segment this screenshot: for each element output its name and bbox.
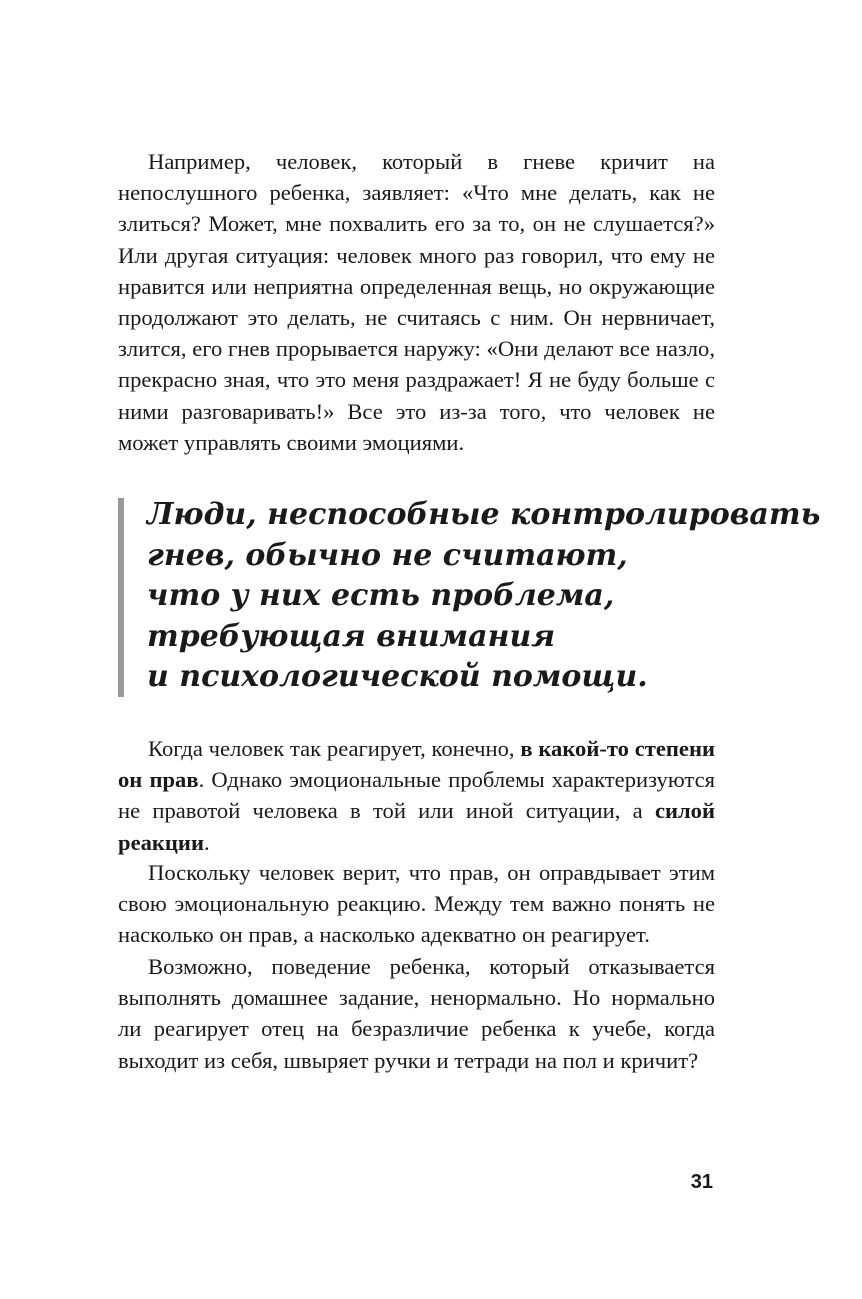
paragraph-3: Поскольку человек верит, что прав, он оправдывает этим свою эмоциональную реакцию. Между тем важно понять не насколько он прав, а насколько адекватно он реагирует. <box>118 860 715 948</box>
pull-quote <box>147 495 821 698</box>
pull-quote-line: что у них есть проблема, <box>147 578 615 613</box>
paragraph-2-bold-emphasis: в какой-то степени он прав <box>118 736 715 793</box>
page-number: 31 <box>690 1171 713 1193</box>
paragraph-4: Возможно, поведение ребенка, который отказывается выполнять домашнее задание, ненормально. Но нормально ли реагирует отец на безразличие ребенка к учебе, когда выходит из себя, швыряет ручки и тетради на пол и кричит? <box>118 954 715 1073</box>
pull-quote-line: и психологической помощи. <box>147 659 648 694</box>
pull-quote-line: Люди, неспособные контролировать <box>147 497 821 532</box>
pull-quote-line: гнев, обычно не считают, <box>147 537 628 573</box>
paragraph-1: Например, человек, который в гневе кричит на непослушного ребенка, заявляет: «Что мне делать, как не злиться? Может, мне похвалить его за то, он не слушается?» Или другая ситуация: человек много раз говорил, что ему не нравится или неприятна определенная вещь, но окружающие продолжают это делать, не считаясь с ним. Он нервничает, злится, его гнев прорывается наружу: «Они делают все назло, прекрасно зная, что это меня раздражает! Я не буду больше с ними разговаривать!» Все это из-за того, что человек не может управлять своими эмоциями. <box>118 149 715 455</box>
paragraph-2-text: . <box>203 829 210 855</box>
paragraph-2-bold-emphasis: силой реакции <box>118 798 715 855</box>
pull-quote-bar <box>118 498 124 697</box>
paragraph-2-text: Когда человек так реагирует, конечно, <box>148 736 521 761</box>
paragraph-2-text: . Однако эмоциональные проблемы характеризуются не правотой человека в той или иной ситуации, а <box>118 767 716 824</box>
pull-quote-line: требующая внимания <box>147 618 556 654</box>
paragraph-2 <box>118 733 715 858</box>
